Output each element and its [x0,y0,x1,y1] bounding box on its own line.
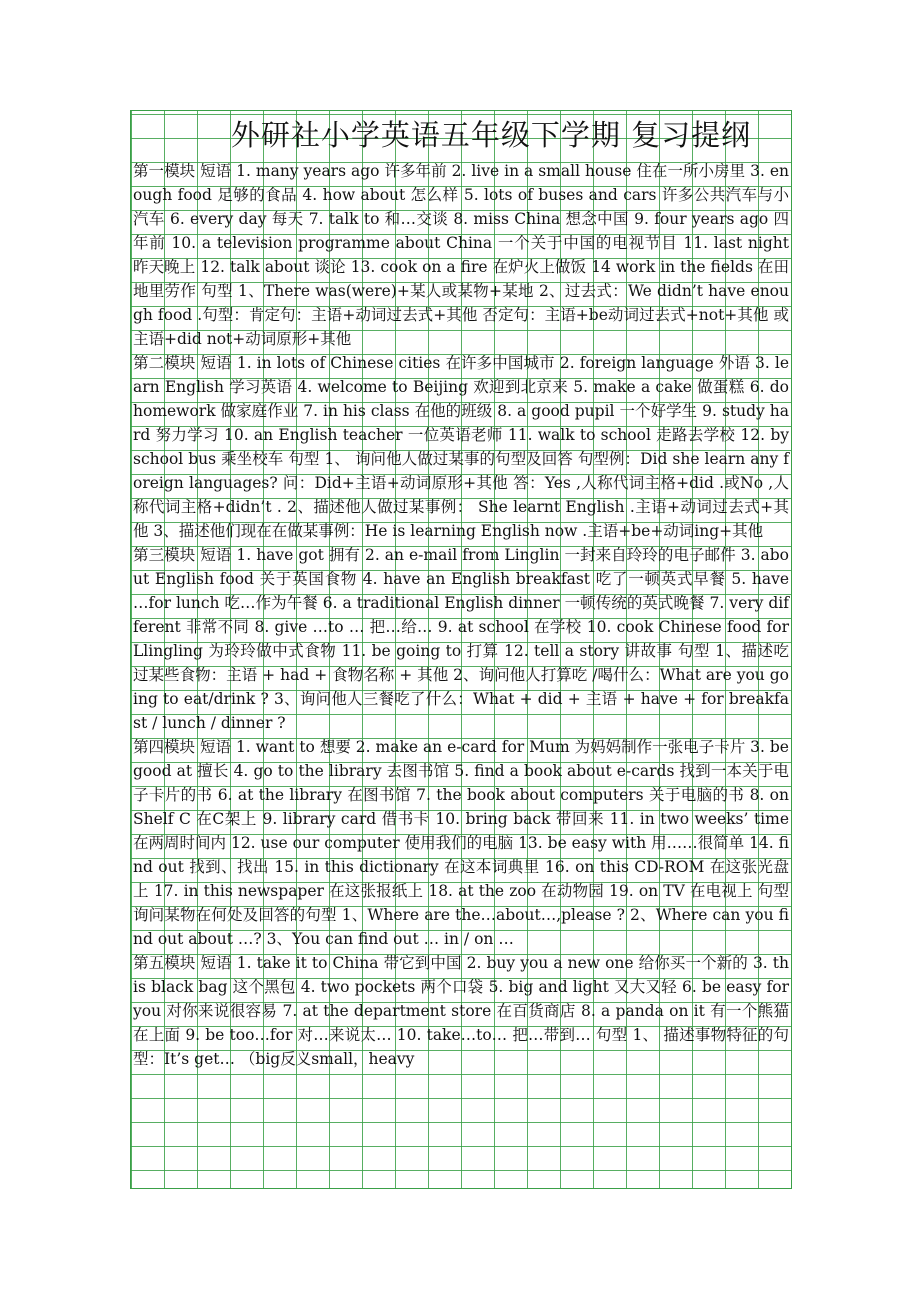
module-5-section: 第五模块 短语 1. take it to China 带它到中国 2. buy you a new one 给你买一个新的 3. this black bag 这个黑包 4. two pockets 两个口袋 5. big and light 又大又轻 6. be easy for you 对你来说很容易 7. at the department store 在百货商店 8. a panda on it 有一个熊猫在上面 9. be too…for 对…来说太… 10. take…to… 把…带到… 句型 1、 描述事物特征的句型：It’s get… （big反义small，heavy [133,954,789,1068]
module-2-section: 第二模块 短语 1. in lots of Chinese cities 在许多中国城市 2. foreign language 外语 3. learn English 学习英语 4. welcome to Beijing 欢迎到北京来 5. make a cake 做蛋糕 6. do homework 做家庭作业 7. in his class 在他的班级 8. a good pupil 一个好学生 9. study hard 努力学习 10. an English teacher 一位英语老师 11. walk to school 走路去学校 12. by school bus 乘坐校车 句型 1、 询问他人做过某事的句型及回答 句型例：Did she learn any foreign languages? 问：Did+主语+动词原形+其他 答：Yes ,人称代词主格+did .或No ,人称代词主格+didn’t . 2、描述他人做过某事例： She learnt English .主语+动词过去式+其他 3、描述他们现在在做某事例：He is learning English now .主语+be+动词ing+其他 [133,354,789,540]
document-sheet [130,110,792,1189]
module-4-section: 第四模块 短语 1. want to 想要 2. make an e-card for Mum 为妈妈制作一张电子卡片 3. be good at 擅长 4. go to the library 去图书馆 5. find a book about e-cards 找到一本关于电子卡片的书 6. at the library 在图书馆 7. the book about computers 关于电脑的书 8. on Shelf C 在C架上 9. library card 借书卡 10. bring back 带回来 11. in two weeks’ time 在两周时间内 12. use our computer 使用我们的电脑 13. be easy with 用……很简单 14. find out 找到、找出 15. in this dictionary 在这本词典里 16. on this CD-ROM 在这张光盘上 17. in this newspaper 在这张报纸上 18. at the zoo 在动物园 19. on TV 在电视上 句型 询问某物在何处及回答的句型 1、Where are the…about…,please ? 2、Where can you find out about …? 3、You can find out … in / on … [133,738,789,948]
module-1-section: 第一模块 短语 1. many years ago 许多年前 2. live in a small house 住在一所小房里 3. enough food 足够的食品 4. how about 怎么样 5. lots of buses and cars 许多公共汽车与小汽车 6. every day 每天 7. talk to 和…交谈 8. miss China 想念中国 9. four years ago 四年前 10. a television programme about China 一个关于中国的电视节目 11. last night 昨天晚上 12. talk about 谈论 13. cook on a fire 在炉火上做饭 14 work in the fields 在田地里劳作 句型 1、There was(were)+某人或某物+某地 2、过去式：We didn’t have enough food .句型：肯定句：主语+动词过去式+其他 否定句：主语+be动词过去式+not+其他 或主语+did not+动词原形+其他 [133,162,789,348]
document-title: 外研社小学英语五年级下学期 复习提纲 [230,118,752,152]
module-3-section: 第三模块 短语 1. have got 拥有 2. an e-mail from Linglin 一封来自玲玲的电子邮件 3. about English food 关于英国食物 4. have an English breakfast 吃了一顿英式早餐 5. have …for lunch 吃…作为午餐 6. a traditional English dinner 一顿传统的英式晚餐 7. very different 非常不同 8. give …to … 把…给… 9. at school 在学校 10. cook Chinese food for Llingling 为玲玲做中式食物 11. be going to 打算 12. tell a story 讲故事 句型 1、描述吃过某些食物：主语 + had + 食物名称 + 其他 2、询问他人打算吃 /喝什么：What are you going to eat/drink ? 3、询问他人三餐吃了什么：What + did + 主语 + have + for breakfast / lunch / dinner ? [133,546,789,732]
